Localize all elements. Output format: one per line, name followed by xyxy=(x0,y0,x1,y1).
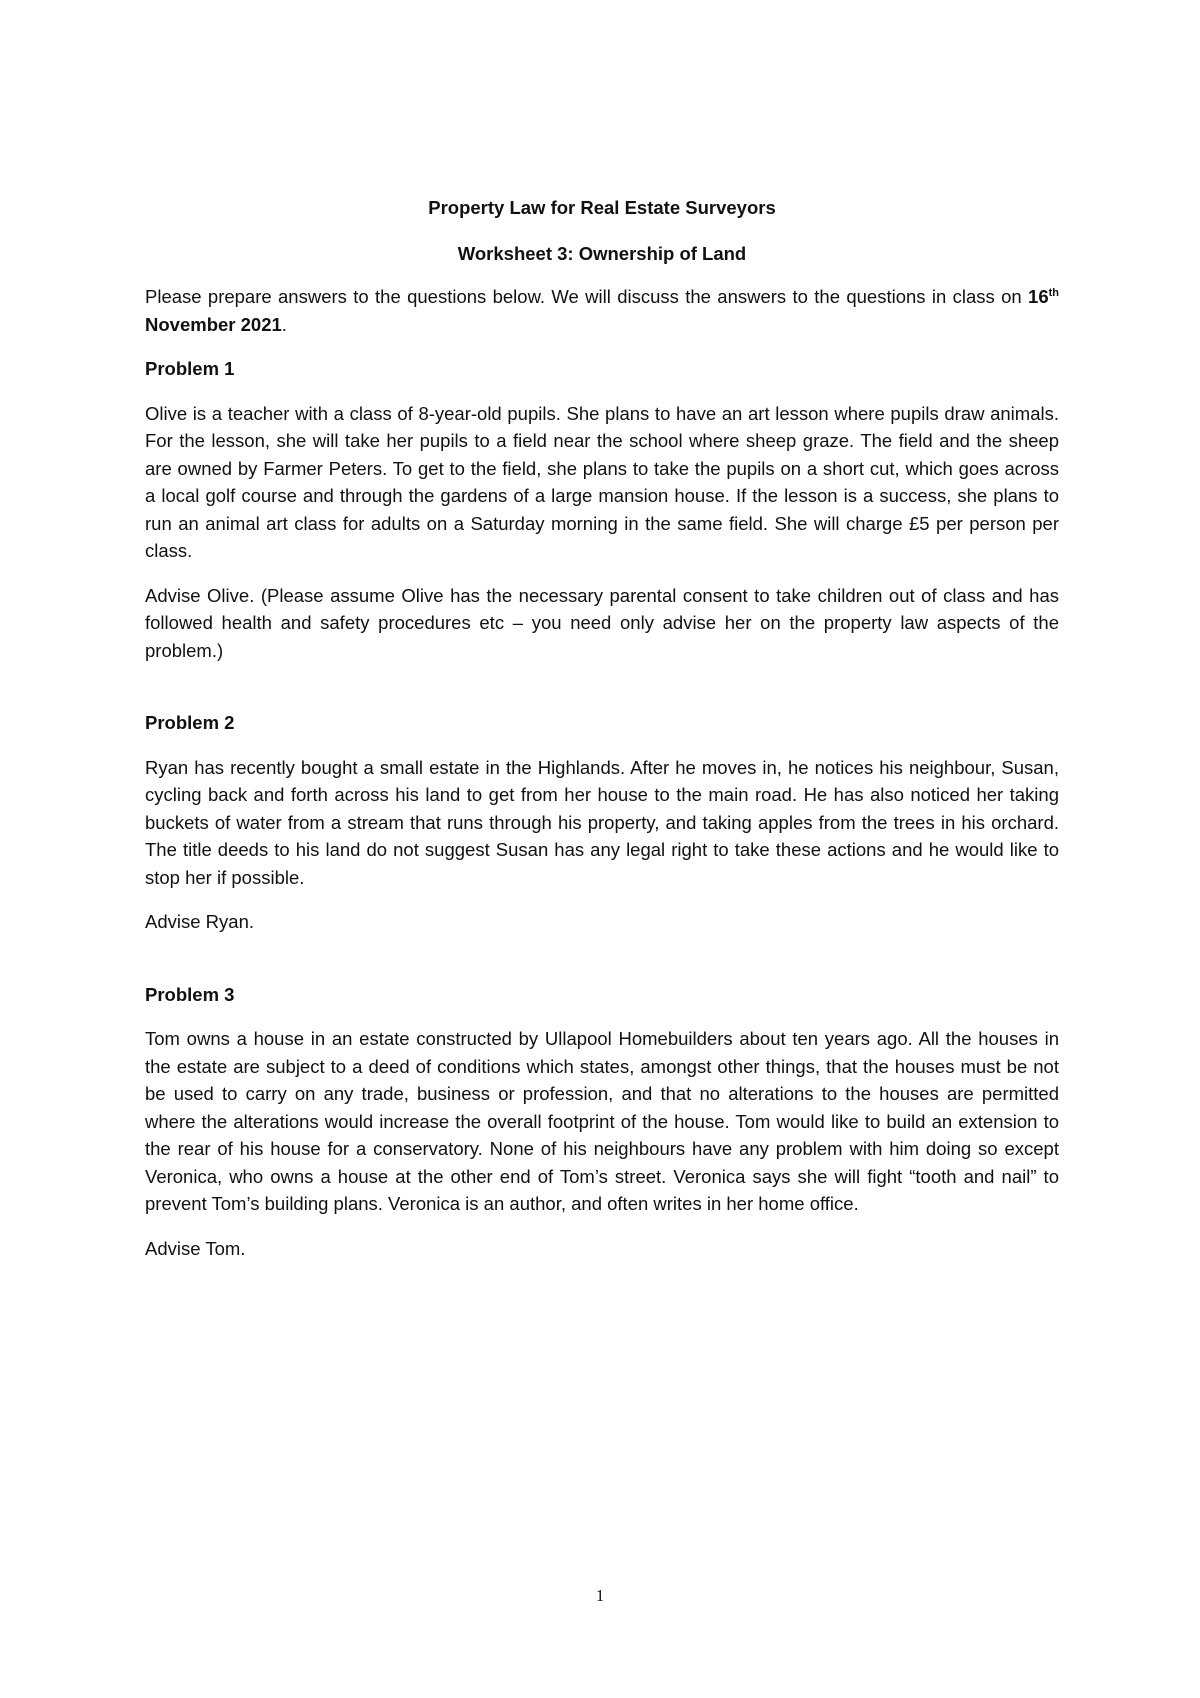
problem-1-advice: Advise Olive. (Please assume Olive has the necessary parental consent to take children out of class and has followed health and safety procedures etc – you need only advise her on the property law aspects of the problem.) xyxy=(145,584,1059,661)
problem-2-text: Ryan has recently bought a small estate in the Highlands. After he moves in, he notices his neighbour, Susan, cycling back and forth across his land to get from her house to the main road. He has also noticed her taking buckets of water from a stream that runs through his property, and taking apples from the trees in his orchard. The title deeds to his land do not suggest Susan has any legal right to take these actions and he would like to stop her if possible. xyxy=(145,756,1059,888)
worksheet-subtitle: Worksheet 3: Ownership of Land xyxy=(457,242,747,264)
page-number: 1 xyxy=(595,1586,605,1605)
intro-date-suffix: th xyxy=(1048,286,1059,299)
document-title: Property Law for Real Estate Surveyors xyxy=(428,197,776,218)
problem-3-text: Tom owns a house in an estate constructed by Ullapool Homebuilders about ten years ago. All the houses in the estate are subject to a deed of conditions which states, amongst other things, that the houses must be not be used to carry on any trade, business or profession, and that no alterations to the houses are permitted where the alterations would increase the overall footprint of the house. Tom would like to build an extension to the rear of his house for a conservatory. None of his neighbours have any problem with him doing so except Veronica, who owns a house at the other end of Tom’s street. Veronica says she will fight “tooth and nail” to prevent Tom’s building plans. Veronica is an author, and often writes in her home office. xyxy=(145,1028,1059,1214)
problem-2-advice: Advise Ryan. xyxy=(145,911,254,932)
intro-end: . xyxy=(281,313,287,335)
document-body xyxy=(145,194,1059,1262)
problem-3-advice: Advise Tom. xyxy=(145,1237,246,1259)
problem-1-heading: Problem 1 xyxy=(145,358,235,379)
problem-1-text: Olive is a teacher with a class of 8-year-old pupils. She plans to have an art lesson where pupils draw animals. For the lesson, she will take her pupils to a field near the school where sheep graze. The field and the sheep are owned by Farmer Peters. To get to the field, she plans to take the pupils on a short cut, which goes across a local golf course and through the gardens of a large mansion house. If the lesson is a success, she plans to run an animal art class for adults on a Saturday morning in the same field. She will charge £5 per person per class. xyxy=(145,402,1059,561)
intro-text: Please prepare answers to the questions below. We will discuss the answers to the questions in class on xyxy=(145,286,1029,307)
intro-paragraph xyxy=(145,283,1059,338)
intro-date-rest: November 2021 xyxy=(145,313,282,335)
problem-3-heading: Problem 3 xyxy=(145,983,235,1005)
problem-2-heading: Problem 2 xyxy=(145,712,235,733)
intro-date-day: 16 xyxy=(1028,286,1049,307)
